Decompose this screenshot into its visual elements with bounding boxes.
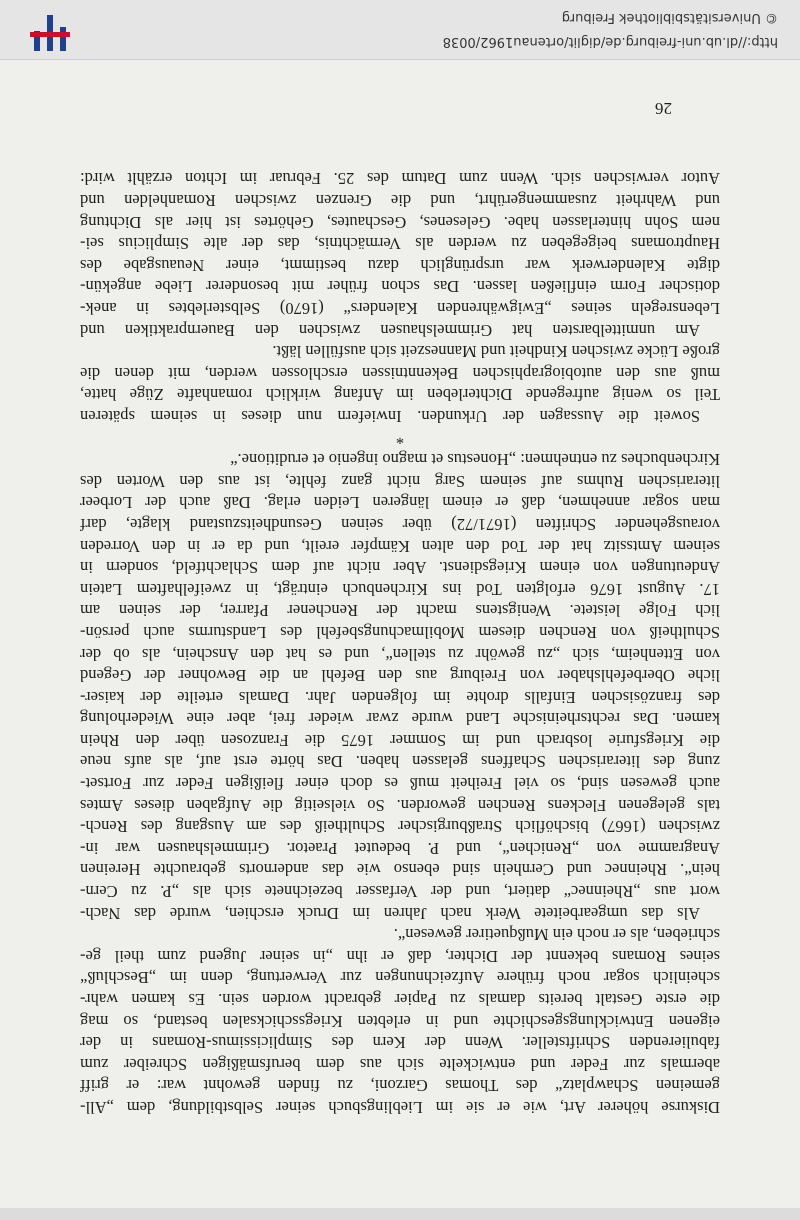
text-line: digte Kalenderwerk war ursprünglich dazu bestimmt, einer Neuausgabe des	[80, 255, 720, 275]
text-line: des französischen Einfalls drohte im folgenden Jahr. Damals erteilte der kaiser-	[80, 687, 720, 707]
top-strip	[0, 1208, 800, 1220]
text-line: man sogar annehmen, daß er einem längeren Leiden erlag. Daß auch der Lorbeer	[80, 493, 720, 513]
text-line: Hauptromans beigegeben zu werden als Vermächtnis, das der alte Simplicius sei-	[80, 234, 720, 254]
text-line: Anagramme von „Renichen“, und P. bedeutet Praetor. Grimmelshausen war in-	[80, 838, 720, 858]
text-line: zung des literarischen Schaffens gelassen haben. Das hörte erst auf, als aufs neue	[80, 752, 720, 772]
text-line: hein“. Rheinnec und Cernhein sind ebenso wie das andernorts gebrauchte Hereinen	[80, 860, 720, 880]
body-text	[80, 168, 720, 1118]
text-line: liche Oberbefehlshaber von Freiburg aus den Befehl an die Bewohner der Gegend	[80, 666, 720, 686]
text-line: die Kriegsfurie losbrach und im Sommer 1675 die Franzosen über den Rhein	[80, 730, 720, 750]
text-line: Soweit die Aussagen der Urkunden. Inwiefern nun dieses in seinem späteren	[80, 407, 700, 426]
text-line: abermals zur Feder und entwickelte sich aus dem berufsmäßigen Schreiber zum	[80, 1054, 720, 1074]
text-line: fabulierenden Schriftsteller. Wenn der Kern des Simplicissimus-Romans in der	[80, 1033, 720, 1053]
text-line: Als das umgearbeitete Werk nach Jahren im Druck erschien, wurde das Nach-	[80, 903, 700, 923]
text-line: Andeutungen von einem Kriegsdienst. Aber nicht auf dem Schlachtfeld, sondern in	[80, 558, 720, 578]
footer-bar	[0, 0, 800, 60]
text-line: schrieben, als er noch ein Mußquetirer gewesen“.	[393, 925, 720, 945]
text-line: Am unmittelbarsten hat Grimmelshausen zwischen den Bauernpraktiken und	[80, 320, 700, 340]
footer-url[interactable]: http://dl.ub.uni-freiburg.de/diglit/ortenau1962/0038	[442, 34, 778, 49]
text-line: Lebensregeln seines „Ewigwährenden Kalenders“ (1670) Selbsterlebtes in anek-	[80, 299, 720, 319]
footer-credit: © Universitätsbibliothek Freiburg	[561, 10, 778, 25]
text-line: eigenen Entwicklungsgeschichte und in erlebten Kriegsschicksalen bestand, so mag	[80, 1011, 720, 1031]
text-line: tals gelegenen Fleckens Renchen geworden. So vielseitig die Aufgaben dieses Amtes	[80, 795, 720, 815]
text-line: von Ettenheim, sich „zu gewöhr zu stellen“, und es hat den Anschein, als ob der	[80, 644, 720, 664]
text-line: auch gewesen sind, so viel Freiheit muß es doch einer fleißigen Feder zur Fortset-	[80, 774, 720, 794]
text-line: Autor verwischen sich. Wenn zum Datum des 25. Februar im Ichton erzählt wird:	[80, 169, 720, 189]
text-line: wort aus „Rheinnec“ datiert, und der Verfasser bezeichnete sich als „P. zu Cern-	[80, 882, 720, 902]
text-line: die erste Gestalt bereits damals zu Papier gebracht worden sein. Es kamen wahr-	[80, 990, 720, 1010]
text-line: nem Sohn hinterlassen habe. Gelesenes, Geschautes, Gehörtes ist hier als Dichtung	[80, 212, 720, 232]
text-line: lich Folge leistete. Wenigstens macht der Renchener Pfarrer, der seinen am	[80, 601, 720, 621]
text-line: kamen. Das rechtsrheinische Land wurde zwar wieder frei, aber eine Wiederholung	[80, 709, 720, 729]
text-line: gemeinen Schawplatz“ des Thomas Garzoni, zu finden gewohnt war: er griff	[80, 1076, 720, 1096]
text-line: Kirchenbuches zu entnehmen: „Honestus et magno ingenio et eruditione.“	[230, 450, 720, 470]
text-line: dotischer Form einfließen lassen. Das schon früher mit besonderer Liebe angekün-	[80, 277, 720, 297]
text-line: 17. August 1676 erfolgten Tod ins Kirchenbuch einträgt, in zweifelhaftem Latein	[80, 579, 720, 599]
text-line: große Lücke zwischen Kindheit und Manneszeit sich ausfüllen läßt.	[272, 342, 720, 362]
text-line: und Wahrheit zusammengerührt, und die Grenzen zwischen Romanhelden und	[80, 191, 720, 211]
text-line: muß aus den autobiographischen Bekenntnissen erschlossen werden, mit denen die	[80, 363, 720, 383]
page-paper	[0, 60, 800, 1208]
text-line: literarischen Ruhms auf seinem Sarg nicht ganz fehlte, ist aus den Worten des	[80, 471, 720, 491]
text-line: zwischen (1667) bischöflich Straßburgischer Schultheiß des am Ausgang des Rench-	[80, 817, 720, 837]
text-line: seinem Amtssitz hat der Tod den alten Kämpfer ereilt, und da er in den Vorreden	[80, 536, 720, 556]
text-line: Diskurse höherer Art, wie er sie im Lieblingsbuch seiner Selbstbildung, dem „All-	[80, 1098, 720, 1117]
text-line: Teil so wenig aufregende Dichterleben im Anfang wirklich romanhafte Züge hatte,	[80, 385, 720, 405]
library-logo-icon	[30, 13, 70, 53]
page-number: 26	[655, 99, 672, 118]
text-line: seines Romans bekennt der Dichter, daß er ihn „in seiner Jugend zum theil ge-	[80, 946, 720, 966]
section-divider: *	[395, 428, 405, 448]
text-line: Schultheiß von Renchen diesem Mobilmachungsbefehl des Landsturms auch persön-	[80, 622, 720, 642]
text-line: scheinlich sogar noch frühere Aufzeichnungen zur Verwertung, denn im „Beschluß“	[80, 968, 720, 988]
text-line: vorausgehender Schriften (1671/72) über seinen Gesundheitszustand klagte, darf	[80, 514, 720, 534]
